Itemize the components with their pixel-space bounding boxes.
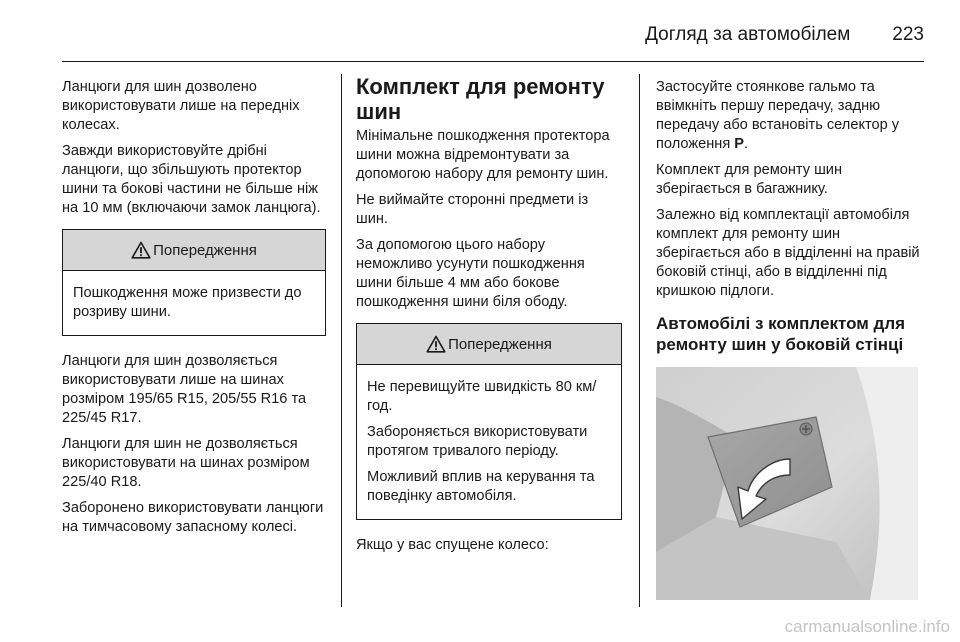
trunk-sidewall-figure (656, 367, 918, 600)
selector-position: P (734, 136, 745, 152)
column-3 (656, 78, 926, 600)
paragraph: Завжди використовуйте дрібні ланцюги, що збільшують протектор шини та бокові частини не більше ніж на 10 мм (включаючи замок ланцюга). (62, 143, 321, 216)
column-1 (62, 78, 326, 544)
paragraph: Ланцюги для шин дозволяється використовувати лише на шинах розміром 195/65 R15, 205/55 R16 та 225/45 R17. (62, 353, 307, 426)
warning-box (62, 229, 326, 336)
warning-box (356, 323, 622, 520)
warning-header (357, 324, 621, 365)
section-heading: Комплект для ремонту шин (356, 74, 605, 124)
paragraph: Заборонено використовувати ланцюги на тимчасовому запасному колесі. (62, 500, 324, 535)
subsection-heading: Автомобілі з комплектом для ремонту шин у боковій стінці (656, 314, 906, 354)
header-rule (62, 61, 924, 62)
page-number: 223 (892, 24, 924, 45)
paragraph (656, 78, 926, 154)
paragraph: Якщо у вас спущене колесо: (356, 537, 549, 553)
warning-title: Попередження (448, 335, 552, 353)
text-run: . (744, 136, 749, 152)
paragraph: Ланцюги для шин не дозволяється використовувати на шинах розміром 225/40 R18. (62, 436, 310, 490)
text-run: Застосуйте стоянкове гальмо та ввімкніть першу передачу, задню передачу або встановіть селектор у положення (656, 79, 900, 152)
watermark: carmanualsonline.info (784, 617, 950, 636)
paragraph: Залежно від комплектації автомобіля комплект для ремонту шин зберігається або в відділенні на правій боковій стінці, або в відділенні під кришкою підлоги. (656, 207, 920, 299)
warning-body (357, 365, 621, 519)
warning-header (63, 230, 325, 271)
paragraph: Не виймайте сторонні предмети із шин. (356, 192, 589, 227)
header-title: Догляд за автомобілем (645, 24, 851, 45)
warning-text: Можливий вплив на керування та поведінку автомобіля. (367, 469, 595, 504)
column-divider-2 (639, 74, 640, 607)
paragraph: Комплект для ремонту шин зберігається в багажнику. (656, 162, 843, 197)
page-header (60, 18, 924, 52)
warning-title: Попередження (153, 241, 257, 259)
warning-text: Не перевищуйте швидкість 80 км/год. (367, 379, 597, 414)
warning-triangle-icon (131, 241, 151, 259)
column-2 (356, 74, 622, 562)
paragraph: За допомогою цього набору неможливо усунути пошкодження шини більше 4 мм або бокове пошкодження шини біля ободу. (356, 237, 585, 310)
paragraph: Мінімальне пошкодження протектора шини можна відремонтувати за допомогою набору для ремонту шин. (356, 128, 610, 182)
warning-text: Забороняється використовувати протягом тривалого періоду. (367, 424, 588, 459)
column-divider-1 (341, 74, 342, 607)
paragraph: Ланцюги для шин дозволено використовувати лише на передніх колесах. (62, 79, 300, 133)
warning-text: Пошкодження може призвести до розриву шини. (73, 285, 302, 320)
warning-body (63, 271, 325, 335)
warning-triangle-icon (426, 335, 446, 353)
